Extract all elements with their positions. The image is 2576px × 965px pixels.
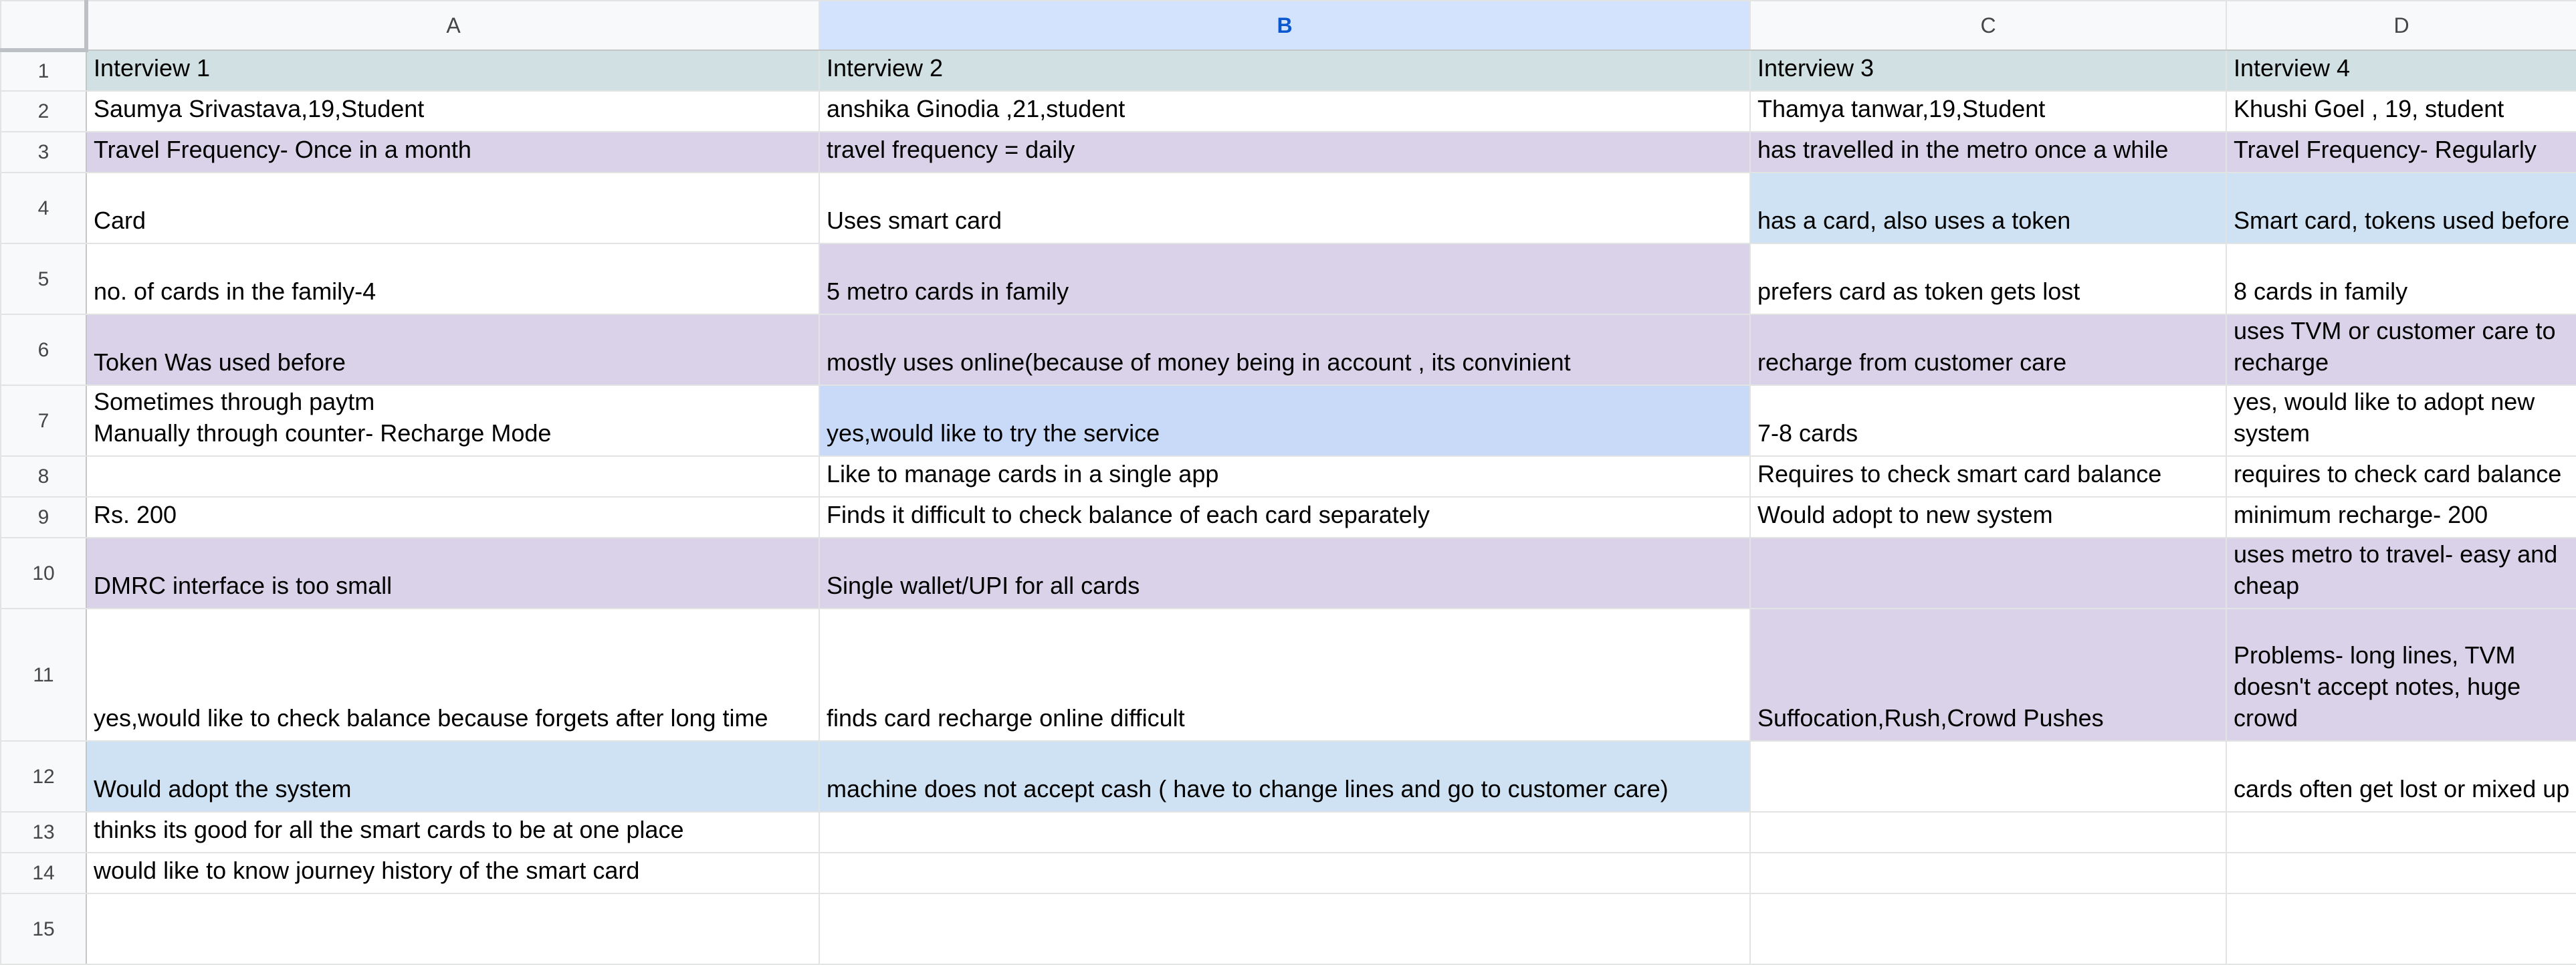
table-row — [1, 243, 2576, 314]
row-header-1[interactable]: 1 — [1, 50, 86, 91]
cell-c14[interactable] — [1750, 853, 2226, 893]
cell-d5[interactable]: 8 cards in family — [2226, 243, 2576, 314]
cell-a13[interactable]: thinks its good for all the smart cards to be at one place — [86, 812, 819, 853]
cell-c15[interactable] — [1750, 893, 2226, 964]
cell-a12[interactable]: Would adopt the system — [86, 741, 819, 812]
cell-c10[interactable] — [1750, 538, 2226, 609]
cell-d9[interactable]: minimum recharge- 200 — [2226, 497, 2576, 538]
cell-b14[interactable] — [819, 853, 1750, 893]
column-header-b[interactable]: B — [819, 1, 1750, 50]
column-header-a[interactable]: A — [86, 1, 819, 50]
cell-d15[interactable] — [2226, 893, 2576, 964]
select-all-corner[interactable] — [1, 1, 86, 50]
cell-d1[interactable]: Interview 4 — [2226, 50, 2576, 91]
table-row — [1, 497, 2576, 538]
table-row — [1, 812, 2576, 853]
cell-a8[interactable] — [86, 456, 819, 497]
cell-a7[interactable]: Sometimes through paytm Manually through counter- Recharge Mode — [86, 385, 819, 456]
row-header-14[interactable]: 14 — [1, 853, 86, 893]
table-row — [1, 91, 2576, 132]
cell-a3[interactable]: Travel Frequency- Once in a month — [86, 132, 819, 173]
cell-b8[interactable]: Like to manage cards in a single app — [819, 456, 1750, 497]
cell-b13[interactable] — [819, 812, 1750, 853]
table-row — [1, 538, 2576, 609]
cell-b12[interactable]: machine does not accept cash ( have to change lines and go to customer care) — [819, 741, 1750, 812]
cell-c11[interactable]: Suffocation,Rush,Crowd Pushes — [1750, 609, 2226, 741]
cell-c1[interactable]: Interview 3 — [1750, 50, 2226, 91]
cell-d14[interactable] — [2226, 853, 2576, 893]
cell-b15[interactable] — [819, 893, 1750, 964]
table-row — [1, 50, 2576, 91]
cell-b4[interactable]: Uses smart card — [819, 173, 1750, 243]
cell-b6[interactable]: mostly uses online(because of money being in account , its convinient — [819, 314, 1750, 385]
table-row — [1, 173, 2576, 243]
row-header-10[interactable]: 10 — [1, 538, 86, 609]
row-header-9[interactable]: 9 — [1, 497, 86, 538]
column-header-c[interactable]: C — [1750, 1, 2226, 50]
cell-c9[interactable]: Would adopt to new system — [1750, 497, 2226, 538]
cell-c3[interactable]: has travelled in the metro once a while — [1750, 132, 2226, 173]
cell-c12[interactable] — [1750, 741, 2226, 812]
cell-b2[interactable]: anshika Ginodia ,21,student — [819, 91, 1750, 132]
cell-c6[interactable]: recharge from customer care — [1750, 314, 2226, 385]
table-row — [1, 741, 2576, 812]
cell-d4[interactable]: Smart card, tokens used before — [2226, 173, 2576, 243]
cell-a4[interactable]: Card — [86, 173, 819, 243]
cell-c2[interactable]: Thamya tanwar,19,Student — [1750, 91, 2226, 132]
cell-a6[interactable]: Token Was used before — [86, 314, 819, 385]
table-row — [1, 132, 2576, 173]
row-header-3[interactable]: 3 — [1, 132, 86, 173]
row-header-6[interactable]: 6 — [1, 314, 86, 385]
cell-c13[interactable] — [1750, 812, 2226, 853]
cell-d7[interactable]: yes, would like to adopt new system — [2226, 385, 2576, 456]
table-row — [1, 609, 2576, 741]
cell-a15[interactable] — [86, 893, 819, 964]
row-header-12[interactable]: 12 — [1, 741, 86, 812]
cell-d10[interactable]: uses metro to travel- easy and cheap — [2226, 538, 2576, 609]
table-row — [1, 456, 2576, 497]
cell-d11[interactable]: Problems- long lines, TVM doesn't accept notes, huge crowd — [2226, 609, 2576, 741]
cell-c5[interactable]: prefers card as token gets lost — [1750, 243, 2226, 314]
cell-d12[interactable]: cards often get lost or mixed up — [2226, 741, 2576, 812]
cell-c8[interactable]: Requires to check smart card balance — [1750, 456, 2226, 497]
cell-a2[interactable]: Saumya Srivastava,19,Student — [86, 91, 819, 132]
row-header-8[interactable]: 8 — [1, 456, 86, 497]
cell-b5[interactable]: 5 metro cards in family — [819, 243, 1750, 314]
cell-a11[interactable]: yes,would like to check balance because forgets after long time — [86, 609, 819, 741]
cell-c4[interactable]: has a card, also uses a token — [1750, 173, 2226, 243]
row-header-13[interactable]: 13 — [1, 812, 86, 853]
cell-b10[interactable]: Single wallet/UPI for all cards — [819, 538, 1750, 609]
table-row — [1, 893, 2576, 964]
row-header-2[interactable]: 2 — [1, 91, 86, 132]
column-header-d[interactable]: D — [2226, 1, 2576, 50]
cell-b1[interactable]: Interview 2 — [819, 50, 1750, 91]
row-header-4[interactable]: 4 — [1, 173, 86, 243]
cell-d6[interactable]: uses TVM or customer care to recharge — [2226, 314, 2576, 385]
table-row — [1, 314, 2576, 385]
cell-b11[interactable]: finds card recharge online difficult — [819, 609, 1750, 741]
cell-c7[interactable]: 7-8 cards — [1750, 385, 2226, 456]
table-row — [1, 385, 2576, 456]
cell-a5[interactable]: no. of cards in the family-4 — [86, 243, 819, 314]
cell-d13[interactable] — [2226, 812, 2576, 853]
cell-b3[interactable]: travel frequency = daily — [819, 132, 1750, 173]
cell-a14[interactable]: would like to know journey history of the smart card — [86, 853, 819, 893]
row-header-15[interactable]: 15 — [1, 893, 86, 964]
row-header-11[interactable]: 11 — [1, 609, 86, 741]
cell-a10[interactable]: DMRC interface is too small — [86, 538, 819, 609]
cell-d3[interactable]: Travel Frequency- Regularly — [2226, 132, 2576, 173]
cell-a1[interactable]: Interview 1 — [86, 50, 819, 91]
cell-b7[interactable]: yes,would like to try the service — [819, 385, 1750, 456]
cell-d8[interactable]: requires to check card balance — [2226, 456, 2576, 497]
row-header-5[interactable]: 5 — [1, 243, 86, 314]
cell-a9[interactable]: Rs. 200 — [86, 497, 819, 538]
table-row — [1, 853, 2576, 893]
cell-b9[interactable]: Finds it difficult to check balance of each card separately — [819, 497, 1750, 538]
cell-d2[interactable]: Khushi Goel , 19, student — [2226, 91, 2576, 132]
column-header-row — [1, 1, 2576, 50]
row-header-7[interactable]: 7 — [1, 385, 86, 456]
